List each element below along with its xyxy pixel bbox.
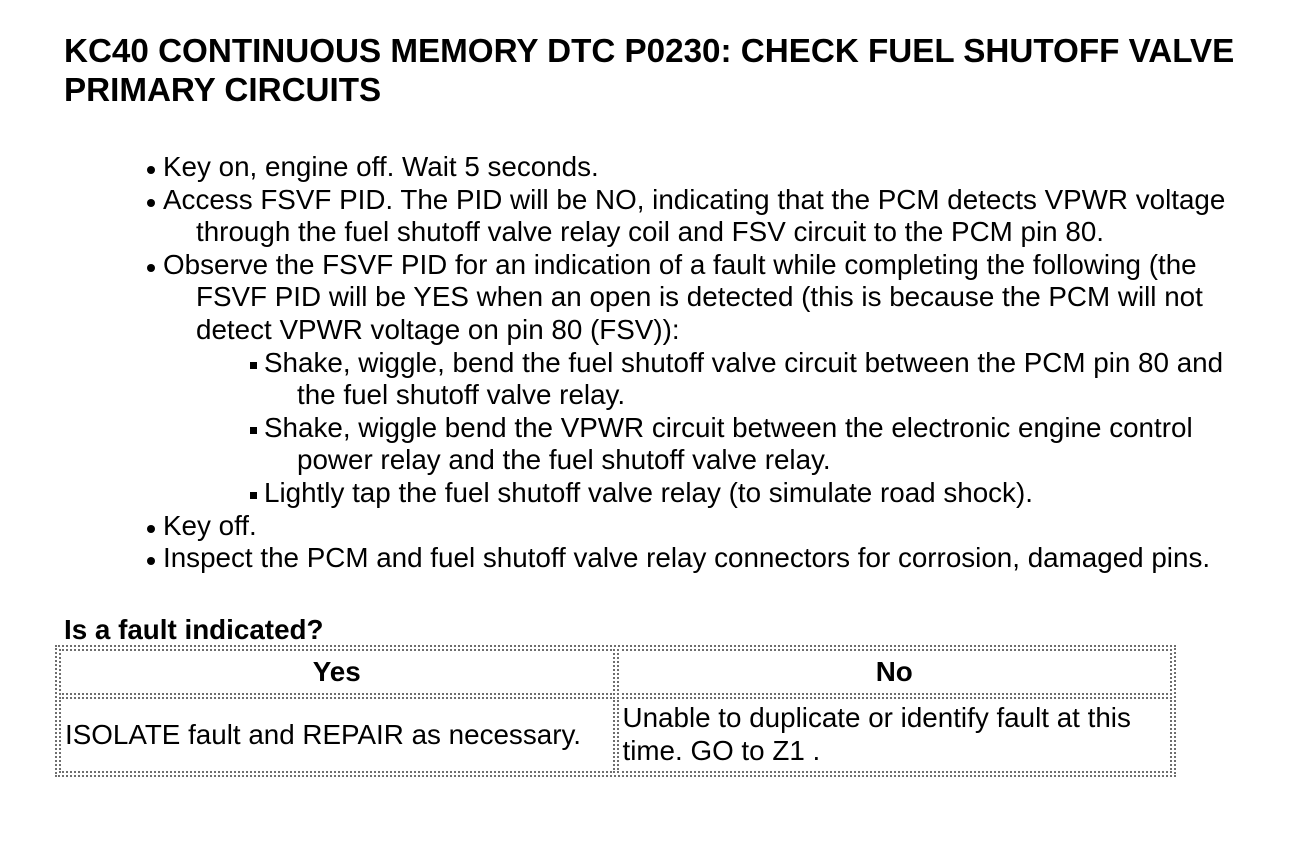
step-item <box>0 542 1312 575</box>
step-text: Key off. <box>163 509 257 541</box>
procedure-steps <box>0 151 1312 575</box>
fault-question: Is a fault indicated? <box>64 614 324 645</box>
step-text: Observe the FSVF PID for an indication of a fault while completing the following (the <box>163 248 1197 280</box>
no-answer-line: Unable to duplicate or identify fault at this <box>622 702 1131 734</box>
no-answer-text: . <box>804 735 821 766</box>
substep-item <box>0 412 1312 477</box>
table-row <box>59 697 1172 773</box>
step-line <box>0 542 1312 575</box>
step-text: Inspect the PCM and fuel shutoff valve relay connectors for corrosion, damaged pins. <box>163 542 1211 574</box>
yes-answer-cell <box>59 697 615 773</box>
step-text: through the fuel shutoff valve relay coil and FSV circuit to the PCM pin 80. <box>196 216 1104 248</box>
substep-line <box>0 477 1312 510</box>
yes-header: Yes <box>59 649 615 695</box>
substep-text: Lightly tap the fuel shutoff valve relay (to simulate road shock). <box>264 476 1033 508</box>
yes-answer-text: ISOLATE fault and REPAIR as necessary. <box>65 718 582 750</box>
substep-item <box>0 477 1312 510</box>
no-answer-cell <box>617 697 1173 773</box>
step-line <box>0 216 1312 249</box>
round-bullet-icon <box>147 264 155 272</box>
round-bullet-icon <box>147 557 155 565</box>
no-answer-text: time. GO to <box>622 735 773 766</box>
square-bullet-icon <box>250 492 257 499</box>
step-line <box>0 249 1312 282</box>
goto-z1-link[interactable]: Z1 <box>772 735 805 766</box>
table-header-row <box>59 649 1172 695</box>
step-text: FSVF PID will be YES when an open is detected (this is because the PCM will not <box>196 281 1203 313</box>
round-bullet-icon <box>147 525 155 533</box>
step-line <box>0 510 1312 543</box>
step-item <box>0 184 1312 249</box>
no-answer-line <box>623 735 1167 768</box>
round-bullet-icon <box>147 199 155 207</box>
step-item <box>0 510 1312 543</box>
square-bullet-icon <box>250 427 257 434</box>
substep-text: power relay and the fuel shutoff valve relay. <box>297 444 831 476</box>
substep-text: Shake, wiggle bend the VPWR circuit between the electronic engine control <box>264 411 1193 443</box>
substep-text: the fuel shutoff valve relay. <box>297 379 626 411</box>
step-line <box>0 151 1312 184</box>
step-line <box>0 184 1312 217</box>
substep-line <box>0 379 1312 412</box>
page-title: KC40 CONTINUOUS MEMORY DTC P0230: CHECK FUEL SHUTOFF VALVE PRIMARY CIRCUITS <box>64 33 1235 109</box>
step-line <box>0 281 1312 314</box>
round-bullet-icon <box>147 166 155 174</box>
square-bullet-icon <box>250 362 257 369</box>
substep-text: Shake, wiggle, bend the fuel shutoff valve circuit between the PCM pin 80 and <box>264 346 1224 378</box>
step-item <box>0 249 1312 510</box>
substep-line <box>0 412 1312 445</box>
substep-item <box>0 347 1312 412</box>
step-text: Key on, engine off. Wait 5 seconds. <box>163 151 599 182</box>
substep-line <box>0 444 1312 477</box>
substep-line <box>0 347 1312 380</box>
no-header: No <box>617 649 1173 695</box>
step-line <box>0 314 1312 347</box>
step-item <box>0 151 1312 184</box>
step-text: detect VPWR voltage on pin 80 (FSV)): <box>196 313 680 345</box>
answer-table <box>55 645 1176 777</box>
step-text: Access FSVF PID. The PID will be NO, indicating that the PCM detects VPWR voltage <box>163 183 1226 215</box>
